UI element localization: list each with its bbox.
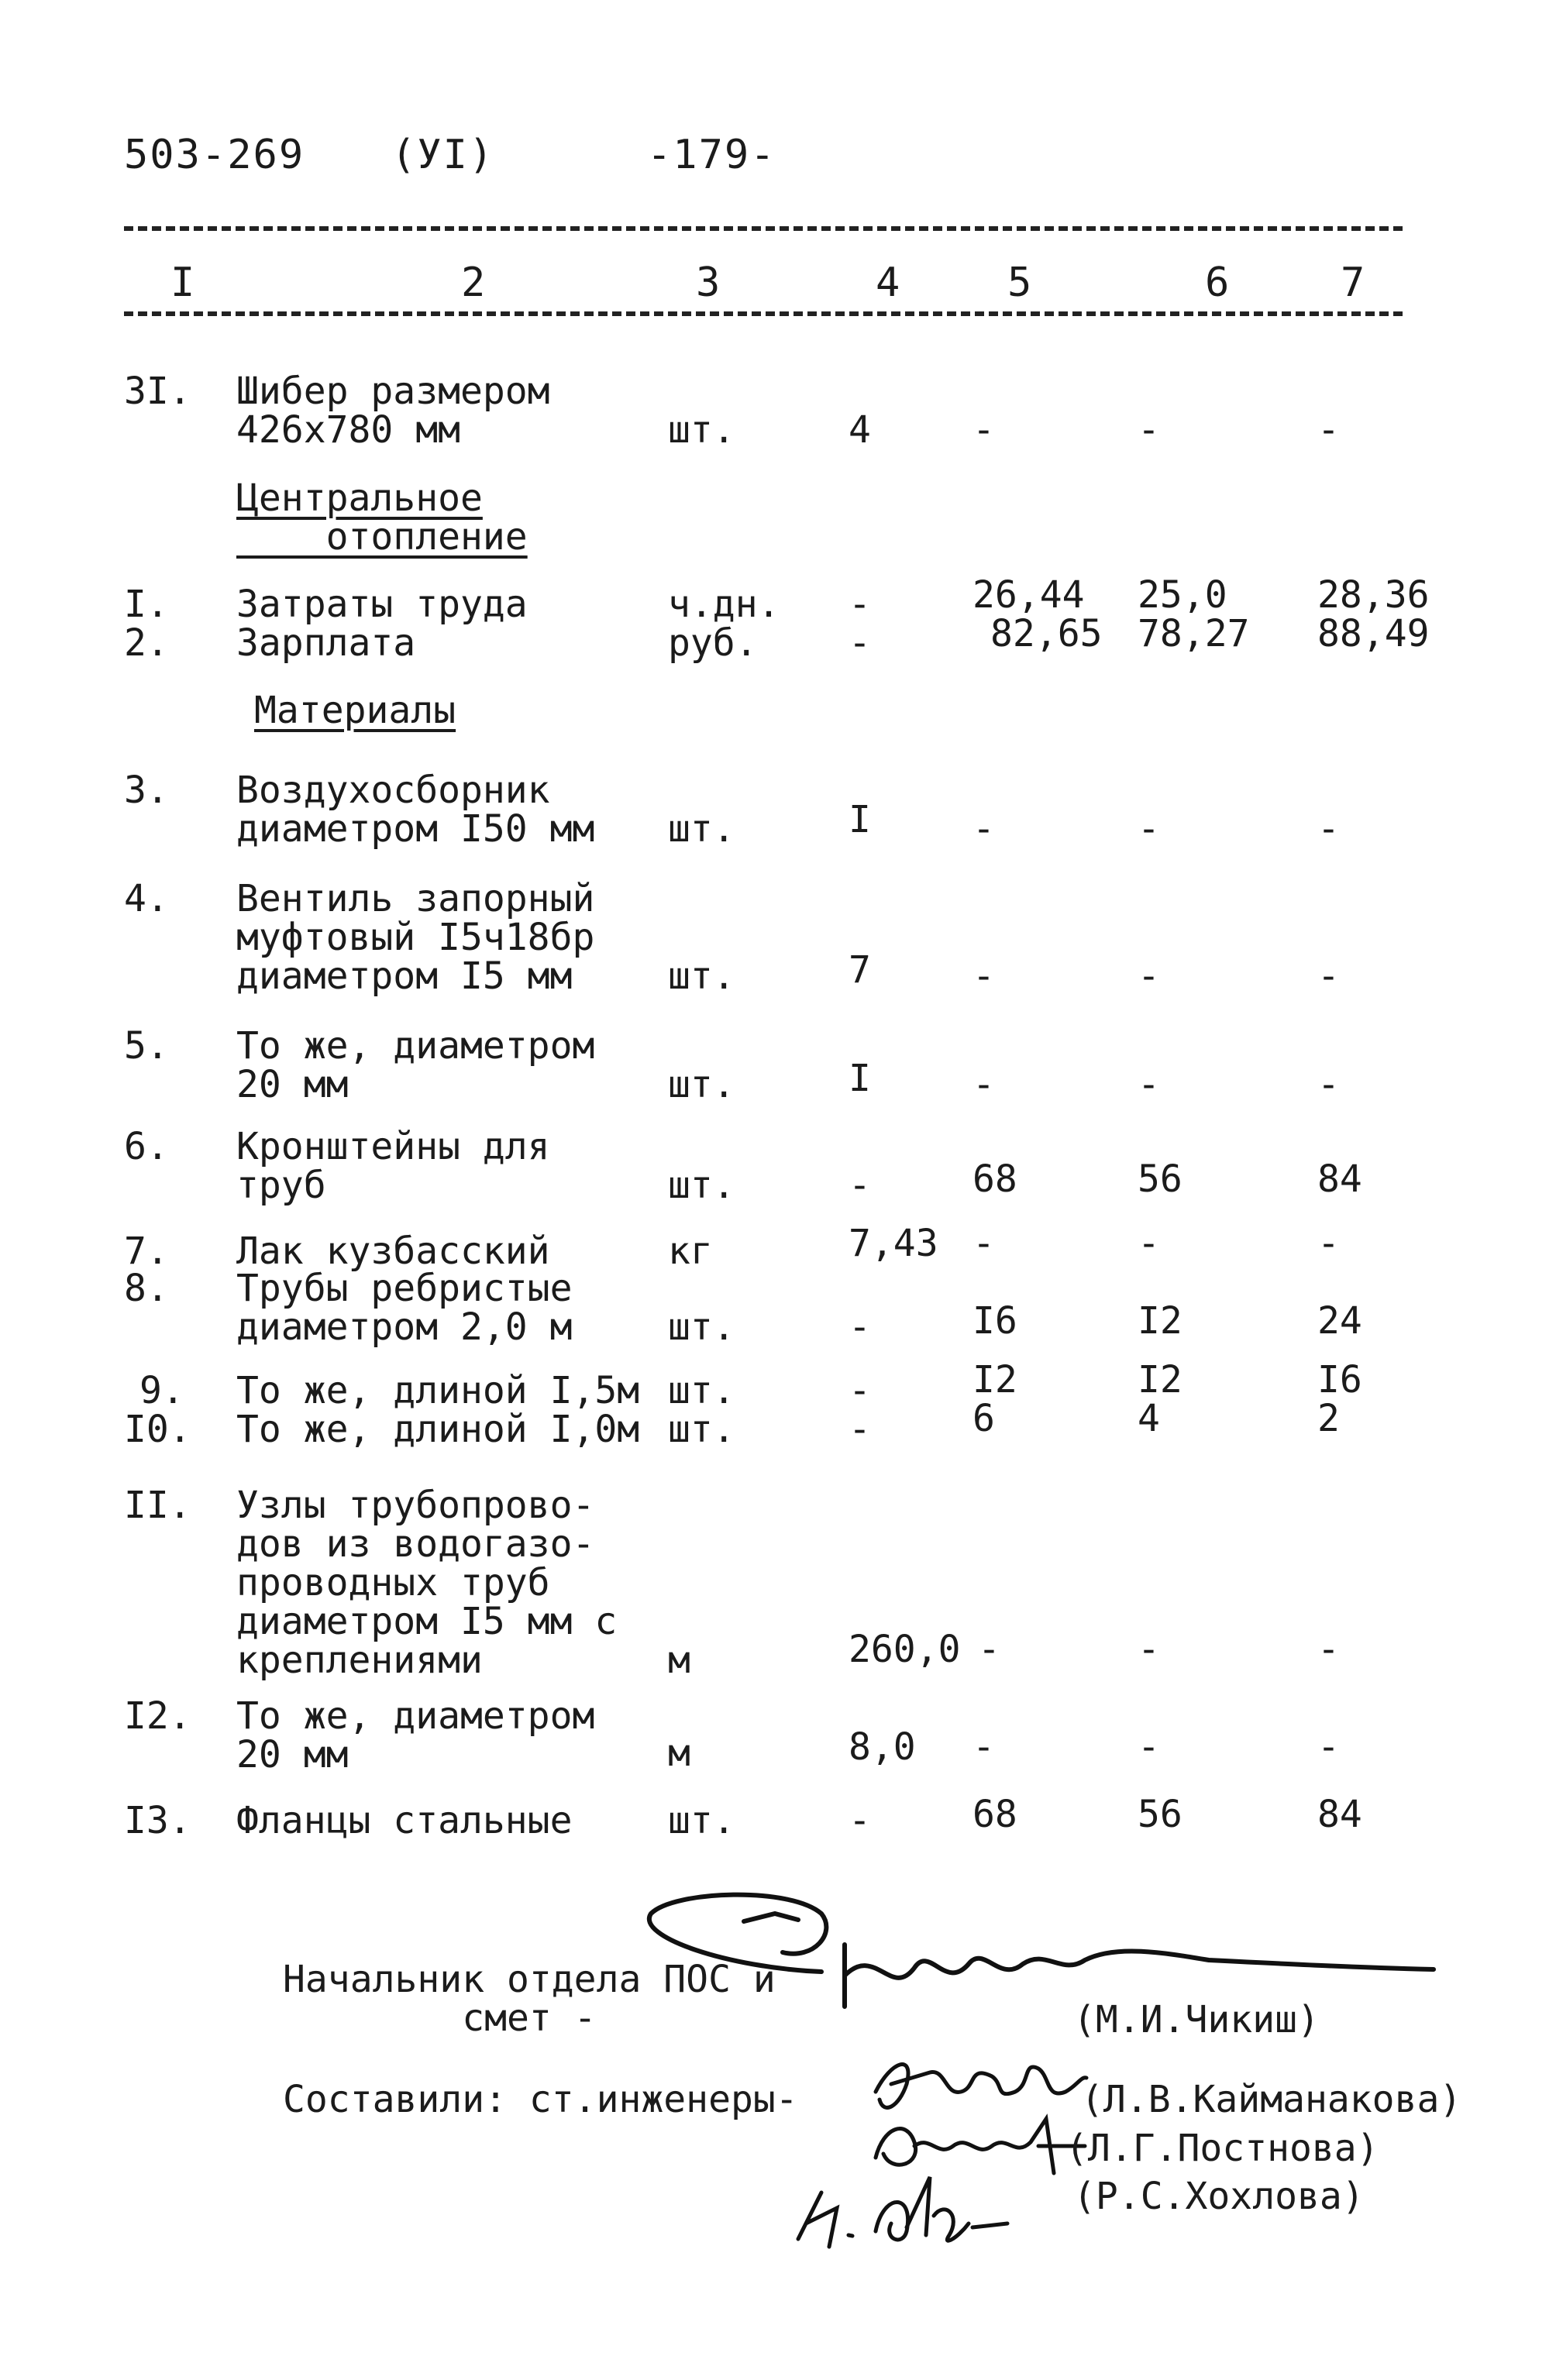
value-col4: - xyxy=(849,1164,871,1207)
value-col5: - xyxy=(972,408,995,452)
value-col4: - xyxy=(849,1305,871,1349)
value-col7: 84 xyxy=(1317,1157,1362,1201)
value-col7: 24 xyxy=(1317,1299,1362,1343)
value-col4: 8,0 xyxy=(849,1725,916,1769)
row-number: 3I. xyxy=(124,370,191,413)
row-number: 4. xyxy=(124,877,169,920)
page-header xyxy=(0,124,1556,186)
value-col5: - xyxy=(972,1222,995,1265)
value-col7: 28,36 xyxy=(1317,573,1430,617)
value-col4: I xyxy=(849,1057,871,1100)
value-col6: 25,0 xyxy=(1138,573,1227,617)
row-number: 6. xyxy=(124,1125,169,1168)
table-header-rule xyxy=(124,311,1403,316)
engineer-signature xyxy=(775,2162,1023,2254)
row-number: I0. xyxy=(124,1408,191,1451)
item-unit: шт. xyxy=(668,807,735,851)
value-col6: I2 xyxy=(1138,1358,1182,1402)
value-col6: I2 xyxy=(1138,1299,1182,1343)
value-col7: 84 xyxy=(1317,1793,1362,1836)
item-unit: шт. xyxy=(668,1369,735,1412)
item-name: То же, диаметром 20 мм xyxy=(236,1694,595,1776)
column-number: 4 xyxy=(876,260,900,306)
section-heading-text: Центральное отопление xyxy=(236,476,528,559)
compiled-label: Составили: ст.инженеры- xyxy=(283,2078,798,2121)
column-number: I xyxy=(170,260,195,306)
item-unit: шт. xyxy=(668,1063,735,1106)
value-col6: - xyxy=(1138,807,1160,851)
value-col5: - xyxy=(972,954,995,998)
item-name: Воздухосборник диаметром I50 мм xyxy=(236,769,595,851)
value-col6: - xyxy=(1138,1725,1160,1769)
value-col5: 6 xyxy=(972,1397,995,1440)
value-col5: - xyxy=(978,1628,1000,1671)
item-name: Кронштейны для труб xyxy=(236,1125,550,1207)
value-col7: - xyxy=(1317,954,1340,998)
item-name: Затраты труда xyxy=(236,583,528,626)
item-unit: ч.дн. xyxy=(668,583,780,626)
row-number: 2. xyxy=(124,621,169,665)
value-col7: - xyxy=(1317,1725,1340,1769)
row-number: I2. xyxy=(124,1694,191,1738)
value-col6: - xyxy=(1138,1628,1160,1671)
value-col7: 2 xyxy=(1317,1397,1340,1440)
item-unit: шт. xyxy=(668,1408,735,1451)
item-name: Вентиль запорный муфтовый I5ч18бр диаметром I5 мм xyxy=(236,877,595,998)
document-code: 503-269 xyxy=(124,132,305,178)
item-unit: м xyxy=(668,1639,690,1682)
value-col4: I xyxy=(849,798,871,841)
chief-name: (М.И.Чикиш) xyxy=(1073,1998,1320,2041)
value-col5: 26,44 xyxy=(972,573,1085,617)
column-number: 6 xyxy=(1205,260,1230,306)
value-col4: - xyxy=(849,583,871,626)
value-col5: - xyxy=(972,1725,995,1769)
row-number: I. xyxy=(124,583,169,626)
value-col6: - xyxy=(1138,954,1160,998)
engineer-name: (Л.Г.Постнова) xyxy=(1065,2127,1379,2170)
item-name: То же, длиной I,5м xyxy=(236,1369,640,1412)
value-col6: 78,27 xyxy=(1138,612,1250,655)
item-name: То же, диаметром 20 мм xyxy=(236,1024,595,1106)
item-name: Трубы ребристые диаметром 2,0 м xyxy=(236,1267,573,1349)
section-heading-text: Материалы xyxy=(254,689,456,732)
item-name: Шибер размером 426x780 мм xyxy=(236,370,550,452)
value-col7: - xyxy=(1317,1628,1340,1671)
value-col4: - xyxy=(849,1408,871,1451)
row-number: II. xyxy=(124,1484,191,1527)
value-col5: 68 xyxy=(972,1793,1017,1836)
value-col5: I6 xyxy=(972,1299,1017,1343)
item-name: Фланцы стальные xyxy=(236,1799,573,1842)
table-top-rule xyxy=(124,226,1403,231)
page-number: -179- xyxy=(647,132,776,178)
value-col7: I6 xyxy=(1317,1358,1362,1402)
item-name: Лак кузбасский xyxy=(236,1230,550,1273)
column-number: 2 xyxy=(461,260,486,306)
value-col6: 56 xyxy=(1138,1157,1182,1201)
engineer-name: (Л.В.Кайманакова) xyxy=(1081,2078,1462,2121)
value-col6: - xyxy=(1138,1222,1160,1265)
row-number: 5. xyxy=(124,1024,169,1068)
item-unit: шт. xyxy=(668,1164,735,1207)
value-col7: - xyxy=(1317,1063,1340,1106)
value-col7: 88,49 xyxy=(1317,612,1430,655)
column-number: 7 xyxy=(1341,260,1365,306)
item-name: Узлы трубопрово- дов из водогазо- проводных труб диаметром I5 мм с креплениями xyxy=(236,1484,618,1682)
item-unit: шт. xyxy=(668,1305,735,1349)
item-unit: м xyxy=(668,1732,690,1775)
item-unit: кг xyxy=(668,1230,713,1273)
value-col5: 68 xyxy=(972,1157,1017,1201)
value-col4: 4 xyxy=(849,408,871,452)
row-number: 7. xyxy=(124,1230,169,1273)
value-col5: - xyxy=(972,1063,995,1106)
value-col6: - xyxy=(1138,408,1160,452)
value-col5: I2 xyxy=(972,1358,1017,1402)
row-number: 8. xyxy=(124,1267,169,1310)
engineer-name: (Р.С.Хохлова) xyxy=(1073,2175,1365,2218)
value-col4: 7 xyxy=(849,948,871,992)
item-unit: шт. xyxy=(668,408,735,452)
section-heading-materials xyxy=(254,691,456,730)
row-number: I3. xyxy=(124,1799,191,1842)
value-col6: 56 xyxy=(1138,1793,1182,1836)
volume-number: (УI) xyxy=(391,132,495,178)
column-number: 3 xyxy=(696,260,721,306)
value-col7: - xyxy=(1317,1222,1340,1265)
item-unit: шт. xyxy=(668,1799,735,1842)
value-col4: - xyxy=(849,621,871,665)
value-col4: - xyxy=(849,1369,871,1412)
column-number: 5 xyxy=(1007,260,1032,306)
value-col5: 82,65 xyxy=(990,612,1103,655)
item-name: Зарплата xyxy=(236,621,416,665)
section-heading-heating xyxy=(236,476,528,559)
value-col7: - xyxy=(1317,408,1340,452)
value-col6: 4 xyxy=(1138,1397,1160,1440)
value-col6: - xyxy=(1138,1063,1160,1106)
row-number: 9. xyxy=(139,1369,184,1412)
item-unit: шт. xyxy=(668,954,735,998)
value-col4: 7,43 xyxy=(849,1222,938,1265)
value-col4: - xyxy=(849,1799,871,1842)
chief-title: Начальник отдела ПОС и смет - xyxy=(283,1958,776,2040)
value-col7: - xyxy=(1317,807,1340,851)
item-name: То же, длиной I,0м xyxy=(236,1408,640,1451)
item-unit: руб. xyxy=(668,621,758,665)
row-number: 3. xyxy=(124,769,169,812)
value-col4: 260,0 xyxy=(849,1628,961,1671)
value-col5: - xyxy=(972,807,995,851)
